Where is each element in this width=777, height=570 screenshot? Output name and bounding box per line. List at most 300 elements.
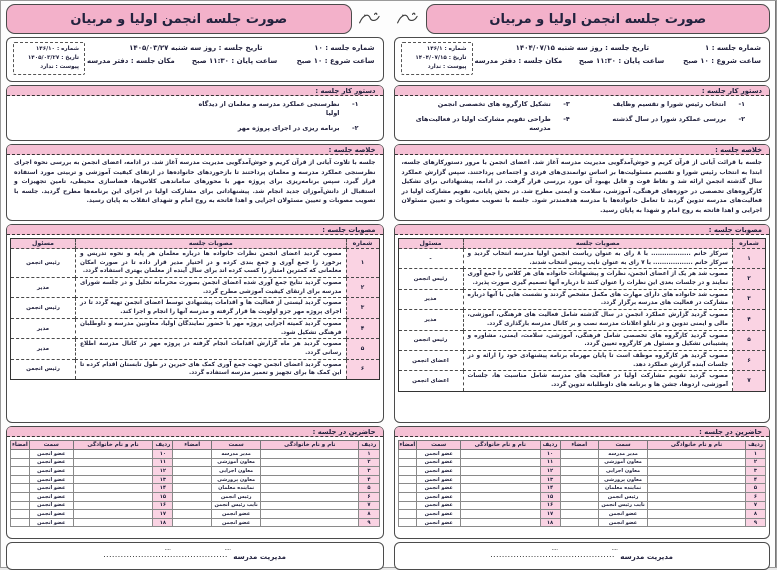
attendee-signature: [398, 492, 417, 501]
attendee-name: [648, 518, 746, 527]
resolution-row: [398, 249, 766, 269]
attendee-row: [398, 518, 766, 527]
resolutions-section: [6, 224, 384, 423]
logo-calligraphy-icon: [394, 4, 422, 34]
resolution-row: [11, 278, 380, 298]
attendee-role: معاون پرورشی: [212, 475, 261, 484]
resolution-text: مصوب گردید نتایج جمع آوری شده اعضای انجمن بصورت محرمانه تحلیل و در جلسه شورای مدرسه برای ارتقای کیفیت آموزشی مطرح گردد.: [76, 278, 347, 298]
attendees-header-cell: امضاء: [399, 442, 416, 448]
resolution-text: مصوب گردید هر کارگروه موظف است تا پایان مهرماه برنامه پیشنهادی خود را ارائه و در جلسات آینده گزارش عملکرد دهد.: [463, 350, 733, 370]
attendee-role: عضو انجمن: [29, 450, 73, 459]
resolution-responsible: مدیر: [11, 339, 76, 359]
attendee-row: [11, 450, 380, 459]
attendee-role: عضو انجمن: [417, 467, 461, 476]
attendee-row: [11, 501, 380, 510]
attendee-row: [398, 458, 766, 467]
resolution-number: ۵: [733, 330, 766, 350]
resolution-row: [398, 371, 766, 391]
resolution-text: مصوب گردید کارگروه های تخصصی شامل فرهنگی، آموزشی، سلامت، ایمنی، مشاوره و پشتیبانی تشکیل و مسئول هر کارگروه تعیین گردد.: [463, 330, 733, 350]
attendees-header-cell: امضاء: [173, 441, 212, 450]
resolution-row: [11, 249, 380, 278]
agenda-item-number: ۳-: [563, 100, 570, 108]
place-label: مکان جلسه :: [130, 57, 175, 65]
resolutions-header-text: مصوبات جلسه: [76, 239, 347, 249]
attendee-name: [461, 501, 540, 510]
attendee-row: [11, 467, 380, 476]
attendee-name: [261, 484, 359, 493]
attendee-role: معاون اجرایی: [598, 467, 647, 476]
attendee-signature: [173, 510, 212, 519]
attendee-name: [461, 467, 540, 476]
attendee-row: [11, 510, 380, 519]
attendee-name: [461, 475, 540, 484]
agenda-item-text: نظرسنجی عملکرد مدرسه و معلمان از دیدگاه اولیا: [198, 100, 340, 117]
agenda-item-text: برنامه ریزی در اجرای پروژه مهر: [237, 123, 340, 132]
attendee-role: عضو انجمن: [598, 518, 647, 527]
agenda-column-1: [578, 100, 745, 139]
attendee-role: عضو انجمن: [417, 450, 461, 459]
resolutions-title: مصوبات جلسه :: [7, 225, 383, 235]
attendee-signature: [398, 475, 417, 484]
attendee-name: [73, 458, 153, 467]
attendee-signature: [11, 492, 30, 501]
attendee-name: [261, 475, 359, 484]
agenda-item: [578, 115, 745, 124]
attendee-signature: [11, 518, 30, 527]
attendee-no: ۱۶: [153, 501, 173, 510]
end-time-label: ساعت پایان :: [231, 57, 278, 65]
agenda-item-text: انتخاب رئیس شورا و تقسیم وظایف: [612, 100, 726, 108]
attendee-signature: [173, 467, 212, 476]
attendees-header-cell: امضاء: [560, 441, 598, 450]
attendee-no: ۸: [359, 510, 379, 519]
signature-dotted-line: ...........................................: [103, 553, 229, 559]
attendee-role: عضو انجمن: [29, 467, 73, 476]
attendee-row: [398, 484, 766, 493]
attendee-no: ۴: [359, 475, 379, 484]
agenda-item-number: ۲-: [351, 123, 359, 132]
summary-title: خلاصه جلسه :: [7, 145, 383, 155]
attendee-name: [261, 458, 359, 467]
attendee-role: عضو انجمن: [29, 458, 73, 467]
resolution-number: ۲: [346, 278, 379, 298]
agenda-item: [403, 115, 570, 133]
summary-text: جلسه با قرائت آیاتی از قرآن کریم و خوش‌آمدگویی مدیریت مدرسه آغاز شد. اعضای انجمن با مرور دستورکارهای جلسه، ابتدا به انتخاب رئیس شورا و تقسیم مسئولیت‌ها بر اساس توانمندی‌های فردی و اجتماعی پرداختند. سپس گزارش عملکرد سال گذشته انجمن ارائه شد و نقاط قوت و قابل بهبود آن مورد بررسی قرار گرفت. در ادامه، پیشنهاداتی برای تشکیل کارگروه‌های تخصصی در حوزه‌های فرهنگی، آموزشی، سلامت و ایمنی مطرح شد. در بخش پایانی، تقویم مشارکت اولیا در فعالیت‌های مدرسه تدوین گردید تا تعامل خانواده‌ها با مدرسه هدفمندتر شود. جلسه با تصویب مصوبات و تعیین مسئولان اجرایی و اهدا فاتحه به روح امام و شهدا به پایان رسید.: [401, 159, 762, 214]
resolution-text: مصوب شد هر یک از اعضای انجمن، نظرات و پیشنهادات خانواده های هر کلاس را جمع آوری نمایند و در جلسات بعدی این نظرات را عنوان کنند تا درباره آنها تصمیم گیری صورت پذیرد.: [463, 269, 733, 289]
attendee-name: [648, 475, 746, 484]
start-time-value: ۱۰ صبح: [296, 57, 323, 65]
attendee-signature: [398, 518, 417, 527]
end-time-value: ۱۱:۳۰ صبح: [191, 57, 229, 65]
attendee-role: معاون اجرایی: [212, 467, 261, 476]
attendee-name: [461, 458, 540, 467]
resolution-responsible: اعضای انجمن: [398, 350, 463, 370]
attendee-signature: [560, 501, 598, 510]
attendee-signature: [173, 501, 212, 510]
attendee-no: ۵: [359, 484, 379, 493]
attendees-header-cell: سمت: [29, 441, 73, 450]
meeting-info-box: [394, 37, 771, 82]
resolution-responsible: رئیس انجمن: [11, 249, 76, 278]
attendee-row: [11, 492, 380, 501]
resolution-text: مصوب شد خانواده های دارای مهارت های مکمل مشخص گردند و نشست هایی با آنها درباره مشارکت در فعالیت های مدرسه برگزار گردد.: [463, 289, 733, 309]
attendee-role: عضو انجمن: [417, 458, 461, 467]
resolution-number: ۷: [733, 371, 766, 391]
meeting-no-label: شماره جلسه :: [711, 44, 761, 52]
attendees-table: [10, 440, 380, 527]
attendee-no: ۱۴: [540, 484, 560, 493]
attendees-header-cell: سمت: [417, 441, 461, 450]
meeting-no-value: ۱: [704, 44, 710, 52]
attendee-signature: [11, 450, 30, 459]
attendee-signature: [11, 467, 30, 476]
attendee-signature: [398, 510, 417, 519]
attendee-role: رئیس انجمن: [598, 492, 647, 501]
summary-section: [6, 144, 384, 221]
resolution-responsible: رئیس انجمن: [398, 269, 463, 289]
attendee-no: ۲: [746, 458, 766, 467]
attendee-no: ۴: [746, 475, 766, 484]
attendees-header-row: [398, 441, 766, 450]
attendee-row: [11, 518, 380, 527]
attendee-signature: [398, 484, 417, 493]
letterhead-stamp-box: [13, 42, 85, 75]
page-title-row: [6, 4, 384, 34]
attendees-header-row: [11, 441, 380, 450]
attendee-signature: [173, 518, 212, 527]
resolution-responsible: اعضای انجمن: [398, 371, 463, 391]
start-time-value: ۱۰ صبح: [683, 57, 709, 65]
attendee-no: ۹: [746, 518, 766, 527]
attendee-name: [461, 492, 540, 501]
attendee-no: ۷: [746, 501, 766, 510]
resolution-number: ۱: [733, 249, 766, 269]
end-time-label: ساعت پایان :: [618, 57, 665, 65]
resolution-responsible: مدیر: [11, 318, 76, 338]
resolutions-header-resp: مسئول: [398, 239, 463, 249]
attendee-signature: [560, 467, 598, 476]
agenda-item-number: ۴-: [563, 114, 570, 123]
attendee-signature: [173, 458, 212, 467]
signature-dotted-line: ...........................................: [490, 553, 616, 559]
attendee-signature: [560, 510, 598, 519]
attendee-no: ۱۲: [153, 467, 173, 476]
attendees-header-cell: ردیف: [359, 441, 379, 450]
attendee-no: ۹: [359, 518, 379, 527]
attendee-signature: [11, 510, 30, 519]
attendees-header-cell: سمت: [598, 441, 647, 450]
footer-dots: ....: [164, 546, 171, 551]
attendee-row: [398, 492, 766, 501]
attendee-row: [398, 467, 766, 476]
attendees-header-cell: نام و نام خانوادگی: [73, 441, 153, 450]
attendee-name: [73, 501, 153, 510]
attendee-role: عضو انجمن: [417, 492, 461, 501]
school-management-label: مدیریت مدرسه: [620, 551, 673, 561]
attendee-role: عضو انجمن: [212, 518, 261, 527]
attendee-name: [73, 475, 153, 484]
resolution-row: [398, 330, 766, 350]
attendee-no: ۱۱: [540, 458, 560, 467]
attendee-role: عضو انجمن: [417, 518, 461, 527]
stamp-number-label: شماره :: [56, 46, 79, 52]
stamp-date-label: تاریخ :: [61, 54, 79, 61]
agenda-item-text: بررسی عملکرد شورا در سال گذشته: [612, 114, 726, 123]
stamp-date-label: تاریخ :: [448, 54, 467, 61]
attendee-role: مدیر مدرسه: [212, 450, 261, 459]
agenda-item-number: ۱-: [351, 100, 359, 108]
resolutions-table: [398, 238, 767, 392]
resolution-responsible: مدیر: [398, 310, 463, 330]
resolutions-table: [10, 238, 380, 380]
attendee-name: [648, 501, 746, 510]
attendee-no: ۱: [359, 450, 379, 459]
meeting-date-value: روز سه شنبه ۱۴۰۴/۰۷/۱۵: [515, 44, 603, 52]
attendee-no: ۱۰: [540, 450, 560, 459]
agenda-title: دستور کار جلسه :: [7, 86, 383, 96]
attendee-no: ۱۱: [153, 458, 173, 467]
resolution-responsible: رئیس انجمن: [398, 330, 463, 350]
page-right: [389, 1, 777, 567]
agenda-item: [403, 100, 570, 109]
attendee-no: ۲: [359, 458, 379, 467]
attendees-header-cell: نام و نام خانوادگی: [461, 441, 540, 450]
resolution-number: ۴: [733, 310, 766, 330]
attendee-no: ۱۴: [153, 484, 173, 493]
letterhead-stamp-box: [401, 42, 473, 75]
summary-text: جلسه با تلاوت آیاتی از قرآن کریم و خوش‌آمدگویی مدیریت مدرسه آغاز شد. در ادامه، اعضای انجمن به بررسی نحوه اجرای نظرسنجی عملکرد مدرسه و معلمان پرداختند تا بازخوردهای خانواده‌ها در ارتقای کیفیت آموزشی و تربیتی مورد استفاده قرار گیرد. سپس برنامه‌ریزی برای پروژه مهر با محورهای ساماندهی کلاس‌ها، فضاسازی محیطی، تامین تجهیزات و استقبال از دانش‌آموزان جدید انجام شد. پیشنهاداتی برای مشارکت اولیا در اجرای این برنامه‌ها مطرح گردید. جلسه با تصویب مصوبات و تعیین مسئولان اجرایی و اهدا فاتحه به روح امام و شهدای انقلاب به پایان رسید.: [14, 159, 376, 205]
resolution-row: [11, 298, 380, 318]
place-label: مکان جلسه :: [518, 57, 563, 65]
footer-signature-box: [394, 542, 771, 570]
resolution-number: ۱: [346, 249, 379, 278]
attendees-title: حاضرین در جلسه :: [7, 427, 383, 437]
stamp-number-value: ۱۴۶/۱: [426, 46, 443, 52]
agenda-item-text: تشکیل کارگروه های تخصصی انجمن: [437, 100, 551, 108]
attendees-title: حاضرین در جلسه :: [395, 427, 770, 437]
meeting-date-value: روز سه شنبه ۱۴۰۵/۰۳/۲۷: [129, 44, 217, 52]
resolution-text: مصوب گردید هر ماه گزارش اقدامات انجام گرفته در پروژه مهر در کانال مدرسه اطلاع رسانی گردد.: [76, 339, 347, 359]
attendee-name: [73, 450, 153, 459]
summary-title: خلاصه جلسه :: [395, 145, 770, 155]
attendee-name: [648, 450, 746, 459]
info-line-2: [87, 57, 375, 65]
resolution-row: [11, 318, 380, 338]
attendee-signature: [398, 450, 417, 459]
attendee-no: ۶: [746, 492, 766, 501]
agenda-column-2: [15, 100, 183, 139]
attendee-role: نایب رئیس انجمن: [212, 501, 261, 510]
attendee-no: ۱۰: [153, 450, 173, 459]
resolution-row: [11, 359, 380, 379]
attendee-name: [261, 501, 359, 510]
attendee-name: [461, 484, 540, 493]
attendee-name: [261, 492, 359, 501]
attendees-header-cell: سمت: [212, 441, 261, 450]
footer-dots: ....: [224, 546, 231, 551]
attendee-name: [261, 518, 359, 527]
resolutions-header-row: [398, 239, 766, 249]
footer-dots: ....: [611, 546, 618, 551]
attendees-header-cell: ردیف: [153, 441, 173, 450]
attendee-row: [398, 475, 766, 484]
attendee-no: ۱۸: [153, 518, 173, 527]
attendee-role: عضو انجمن: [417, 484, 461, 493]
page-title: صورت جلسه انجمن اولیا و مربیان: [426, 4, 771, 34]
attendee-name: [73, 467, 153, 476]
attendees-section: [394, 426, 771, 539]
attendee-role: عضو انجمن: [598, 510, 647, 519]
resolution-responsible: مدیر: [11, 278, 76, 298]
stamp-number-label: شماره :: [444, 46, 467, 52]
attendee-no: ۱۷: [153, 510, 173, 519]
place-value: دفتر مدرسه: [474, 57, 516, 65]
stamp-date-value: ۱۴۰۴/۰۷/۱۵: [415, 54, 447, 61]
attendee-name: [73, 510, 153, 519]
attendee-name: [461, 518, 540, 527]
resolutions-header-row: [11, 239, 380, 249]
start-time-label: ساعت شروع :: [711, 57, 761, 65]
info-line-2: [475, 57, 762, 65]
attendee-name: [648, 484, 746, 493]
resolution-number: ۲: [733, 269, 766, 289]
resolution-number: ۴: [346, 318, 379, 338]
summary-section: [394, 144, 771, 221]
attendee-role: نایب رئیس انجمن: [598, 501, 647, 510]
attendee-row: [398, 510, 766, 519]
resolutions-title: مصوبات جلسه :: [395, 225, 770, 235]
attendee-no: ۱۵: [540, 492, 560, 501]
attendees-header-cell: نام و نام خانوادگی: [648, 441, 746, 450]
attendee-signature: [560, 475, 598, 484]
attendee-role: معاون پرورشی: [598, 475, 647, 484]
attendee-role: رئیس انجمن: [212, 492, 261, 501]
attendee-role: عضو انجمن: [29, 475, 73, 484]
attendee-row: [11, 484, 380, 493]
resolutions-header-resp: مسئول: [11, 239, 76, 249]
attendees-table: [398, 440, 767, 527]
page-left: [1, 1, 389, 567]
info-line-1: [475, 44, 762, 52]
attendee-signature: [173, 475, 212, 484]
attendee-no: ۱: [746, 450, 766, 459]
attendee-no: ۱۳: [540, 475, 560, 484]
attendee-no: ۱۶: [540, 501, 560, 510]
footer-signature-box: [6, 542, 384, 570]
resolution-number: ۵: [346, 339, 379, 359]
attendee-role: نماینده معلمان: [598, 484, 647, 493]
attendee-name: [648, 510, 746, 519]
stamp-number-value: ۱۴۶/۱۰: [35, 46, 55, 52]
attendee-name: [73, 492, 153, 501]
stamp-date-value: ۱۴۰۵/۰۳/۲۷: [27, 54, 60, 61]
attendee-signature: [560, 518, 598, 527]
attendee-role: عضو انجمن: [212, 510, 261, 519]
attendee-role: عضو انجمن: [29, 518, 73, 527]
agenda-item-text: طراحی تقویم مشارکت اولیا در فعالیت‌های مدرسه: [415, 114, 551, 132]
attendee-signature: [11, 484, 30, 493]
agenda-column-1: [191, 100, 359, 139]
resolution-row: [398, 310, 766, 330]
attendee-role: عضو انجمن: [29, 510, 73, 519]
attendee-no: ۸: [746, 510, 766, 519]
attendee-name: [261, 450, 359, 459]
attendee-role: عضو انجمن: [417, 475, 461, 484]
attendee-role: معاون آموزشی: [598, 458, 647, 467]
attendee-no: ۱۸: [540, 518, 560, 527]
resolution-responsible: رئیس انجمن: [11, 298, 76, 318]
attendee-role: معاون آموزشی: [212, 458, 261, 467]
resolution-number: ۳: [733, 289, 766, 309]
meeting-info-box: [6, 37, 384, 82]
attendee-role: عضو انجمن: [29, 484, 73, 493]
agenda-title: دستور کار جلسه :: [395, 86, 770, 96]
footer-dots: ....: [551, 546, 558, 551]
agenda-item-number: ۲-: [738, 114, 745, 123]
resolution-text: مصوب گردید کمیته اجرایی پروژه مهر با حضور نمایندگان اولیا، معاونین مدرسه و داوطلبان فرهنگی تشکیل شود.: [76, 318, 347, 338]
attendee-signature: [11, 458, 30, 467]
attendee-no: ۷: [359, 501, 379, 510]
meeting-no-label: شماره جلسه :: [325, 44, 375, 52]
school-management-label: مدیریت مدرسه: [233, 551, 286, 561]
attendee-name: [648, 458, 746, 467]
resolution-text: مصوب گردید اعضای انجمن نظرات خانواده ها درباره معلمان هر پایه و نحوه تدریس و برخورد را جمع آوری و جمع بندی کرده و در اختیار مدیر قرار داده تا در صورت امکان معلمانی که کمترین امتیاز را کسب کرده اند برای سال آینده از معلمان بهتری استفاده گردد.: [76, 249, 347, 278]
attendee-name: [648, 467, 746, 476]
agenda-item: [578, 100, 745, 109]
meeting-date-label: تاریخ جلسه :: [605, 44, 649, 52]
resolution-number: ۶: [733, 350, 766, 370]
resolution-text: سرکار خانم .................. با ۸ رای به عنوان ریاست انجمن اولیا مدرسه انتخاب گردید و سرکار خانم .................. با ۷ رای به عنوان نایب رییس انتخاب شدند.: [463, 249, 733, 269]
attendee-signature: [560, 458, 598, 467]
resolution-text: مصوب گردید گزارش عملکرد انجمن در سال گذشته شامل فعالیت های فرهنگی، آموزشی، مالی و ایمنی تدوین و در تابلو اعلانات مدرسه نصب و بر کانال مدرسه بارگذاری گردد.: [463, 310, 733, 330]
attendee-no: ۱۲: [540, 467, 560, 476]
agenda-item-number: ۱-: [738, 100, 745, 108]
stamp-attachment-value: ندارد: [427, 63, 442, 70]
resolution-responsible: -: [398, 249, 463, 269]
resolution-number: ۶: [346, 359, 379, 379]
agenda-section: [6, 85, 384, 141]
stamp-attachment-value: ندارد: [40, 63, 54, 70]
attendees-section: [6, 426, 384, 539]
attendee-name: [461, 510, 540, 519]
attendee-no: ۳: [746, 467, 766, 476]
attendee-role: عضو انجمن: [29, 501, 73, 510]
start-time-label: ساعت شروع :: [324, 57, 375, 65]
attendees-header-cell: ردیف: [746, 441, 766, 450]
stamp-attachment-label: پیوست :: [55, 63, 79, 70]
info-line-1: [87, 44, 375, 52]
attendee-name: [261, 510, 359, 519]
attendee-signature: [173, 450, 212, 459]
attendee-signature: [560, 450, 598, 459]
resolution-row: [398, 289, 766, 309]
logo-calligraphy-icon: [356, 4, 384, 34]
resolution-responsible: مدیر: [398, 289, 463, 309]
attendee-signature: [11, 475, 30, 484]
attendee-no: ۱۷: [540, 510, 560, 519]
attendee-no: ۳: [359, 467, 379, 476]
attendee-signature: [173, 484, 212, 493]
agenda-item: [191, 100, 359, 118]
attendee-row: [398, 501, 766, 510]
page-title: صورت جلسه انجمن اولیا و مربیان: [6, 4, 352, 34]
end-time-value: ۱۱:۳۰ صبح: [578, 57, 616, 65]
resolutions-section: [394, 224, 771, 423]
agenda-column-2: [403, 100, 570, 139]
meeting-no-value: ۱۰: [314, 44, 323, 52]
attendee-no: ۱۳: [153, 475, 173, 484]
meeting-date-label: تاریخ جلسه :: [218, 44, 263, 52]
